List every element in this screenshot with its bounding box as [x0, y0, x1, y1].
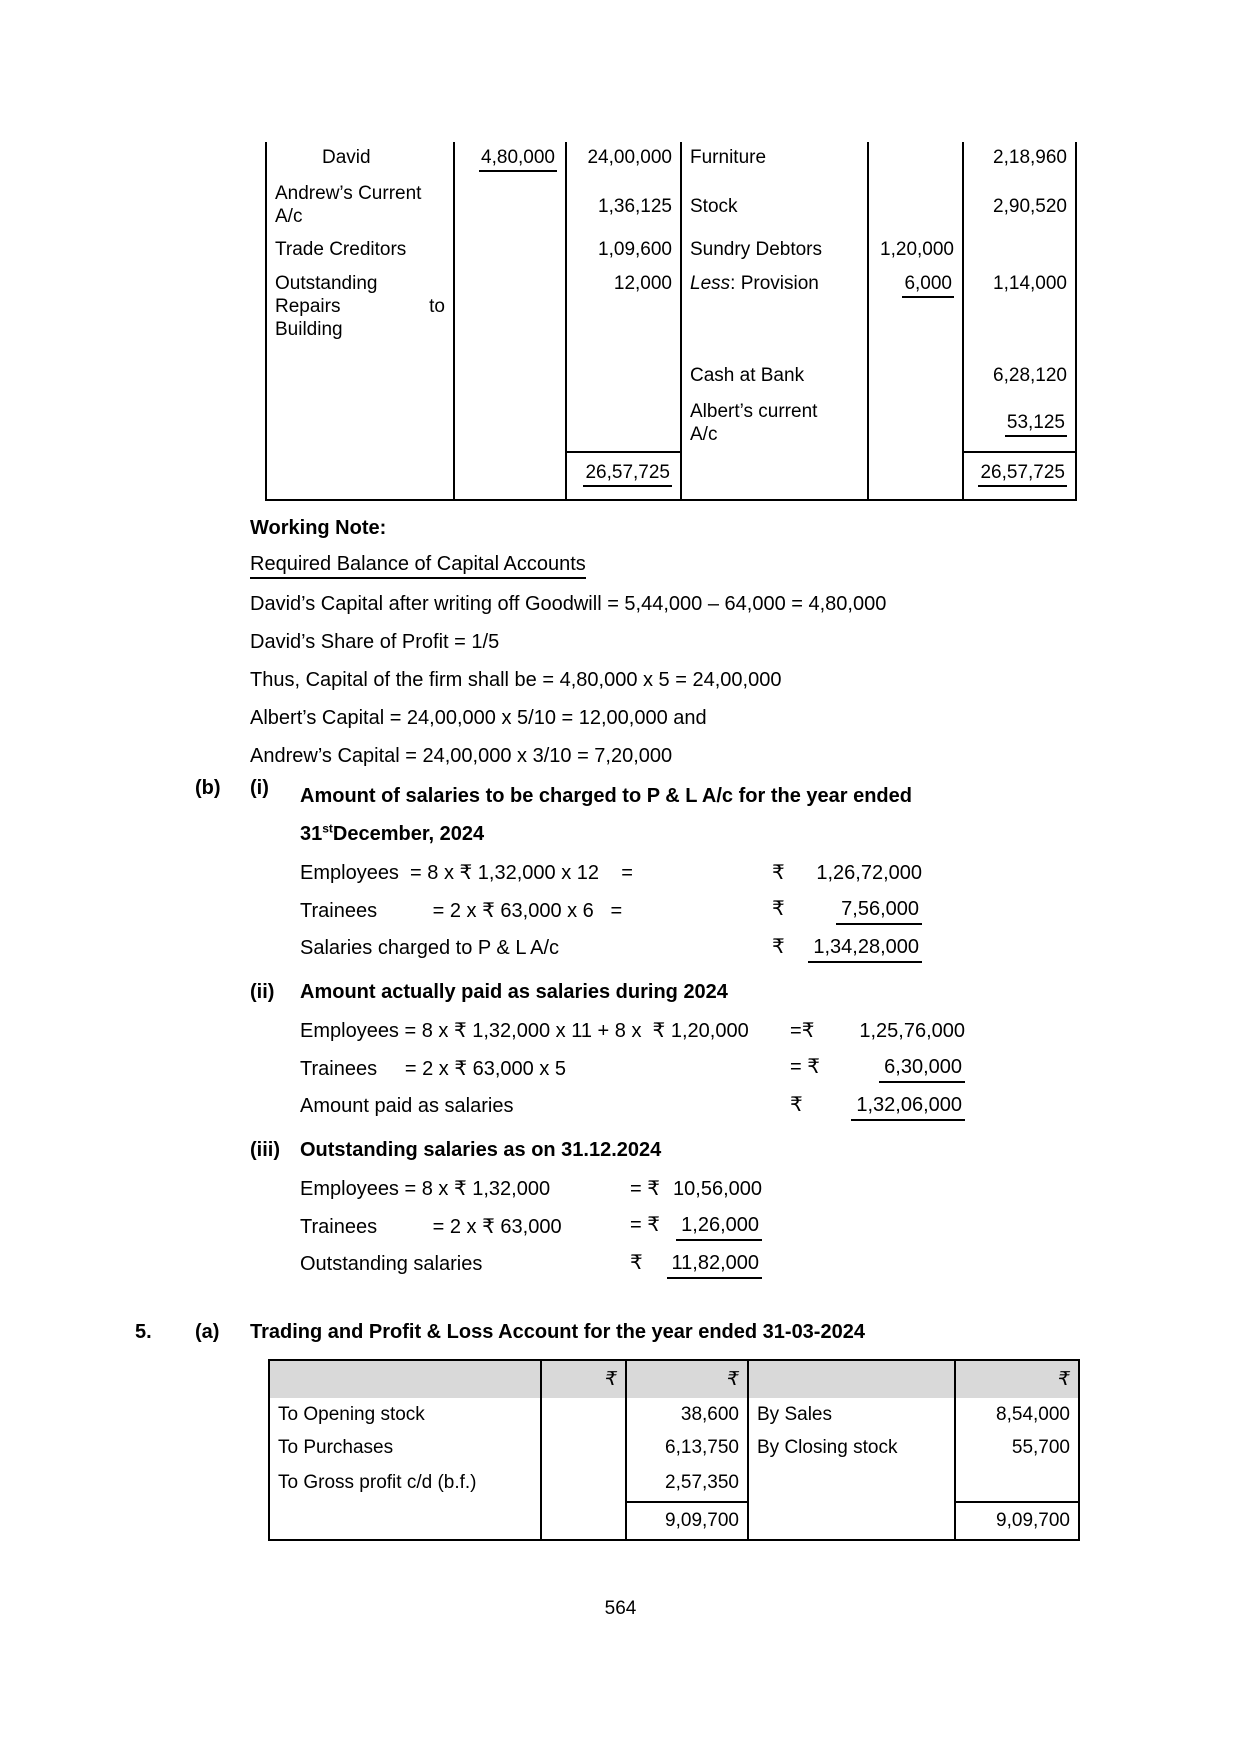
balance-sheet-table: [265, 142, 1077, 501]
row-label: By Closing stock: [748, 1431, 955, 1464]
row-label: David: [322, 147, 371, 168]
amount-cell: 1,20,000: [868, 234, 963, 268]
salary-row: [300, 1087, 965, 1125]
row-label: To Purchases: [278, 1436, 394, 1458]
formula-text: Salaries charged to P & L A/c: [300, 936, 560, 959]
rupee-symbol: ₹: [801, 1019, 820, 1042]
rupee-header: ₹: [955, 1360, 1079, 1398]
part-ii-heading-row: [250, 973, 1241, 1011]
empty-cell: [748, 1502, 955, 1540]
formula-text: Employees = 8 x ₹ 1,32,000 x 12 =: [300, 861, 633, 884]
part-ii-label: (ii): [250, 980, 275, 1003]
working-note-subtitle: Required Balance of Capital Accounts: [250, 547, 1241, 585]
table-header-row: [269, 1360, 1079, 1398]
empty-cell: [541, 1464, 626, 1502]
amount: ₹ 1,34,28,000: [772, 934, 922, 963]
row-label: Less: Provision: [681, 268, 868, 360]
working-note-line: Albert’s Capital = 24,00,000 x 5/10 = 12,00,000 and: [250, 706, 707, 729]
salary-row: [300, 891, 922, 929]
amount-cell: 8,54,000: [955, 1398, 1079, 1431]
salary-row: [300, 1245, 762, 1283]
row-label: Cash at Bank: [681, 360, 868, 396]
amount-cell: 2,18,960: [963, 142, 1076, 178]
rupee-symbol: ₹: [647, 1177, 666, 1200]
amount-cell: 38,600: [626, 1398, 748, 1431]
question-5-heading-row: [135, 1313, 1241, 1351]
empty-cell: [454, 178, 566, 234]
working-note-line: Andrew’s Capital = 24,00,000 x 3/10 = 7,20,000: [250, 744, 673, 767]
question-number: 5.: [135, 1320, 152, 1343]
rupee-symbol: ₹: [772, 935, 791, 958]
part-iii-label: (iii): [250, 1138, 280, 1161]
salary-row: [300, 853, 922, 891]
part-ii-heading: Amount actually paid as salaries during 2024: [300, 980, 728, 1003]
working-note-line: David’s Share of Profit = 1/5: [250, 630, 500, 653]
row-label: By Sales: [748, 1398, 955, 1431]
empty-cell: [868, 178, 963, 234]
trading-account-table: [268, 1359, 1080, 1541]
empty-cell: [566, 360, 681, 396]
working-note-line: David’s Capital after writing off Goodwill = 5,44,000 – 64,000 = 4,80,000: [250, 592, 887, 615]
empty-cell: [566, 396, 681, 452]
amount: = ₹ 1,26,000: [630, 1212, 762, 1241]
empty-cell: [868, 396, 963, 452]
amount-cell: 2,57,350: [626, 1464, 748, 1502]
empty-cell: [963, 234, 1076, 268]
table-row: [269, 1464, 1079, 1502]
rupee-symbol: ₹: [772, 861, 791, 884]
table-row: [266, 360, 1076, 396]
part-i-label: (i): [250, 777, 269, 799]
amount: = ₹ 10,56,000: [630, 1177, 762, 1200]
table-row: [266, 234, 1076, 268]
empty-cell: [681, 452, 868, 500]
working-note-line: Thus, Capital of the firm shall be = 4,80,000 x 5 = 24,00,000: [250, 668, 782, 691]
row-label: Furniture: [681, 142, 868, 178]
amount-cell: 1,09,600: [566, 234, 681, 268]
table-total-row: [269, 1502, 1079, 1540]
empty-cell: [541, 1398, 626, 1431]
empty-cell: [868, 142, 963, 178]
total-cell: 26,57,725: [963, 452, 1076, 500]
table-row: [266, 268, 1076, 360]
row-label: Andrew’s Current A/c: [275, 183, 422, 227]
empty-cell: [868, 360, 963, 396]
amount-cell: 1,36,125: [566, 178, 681, 234]
rupee-header: ₹: [626, 1360, 748, 1398]
row-label: To Gross profit c/d (b.f.): [278, 1472, 477, 1493]
total-cell: 26,57,725: [566, 452, 681, 500]
formula-text: Employees = 8 x ₹ 1,32,000: [300, 1177, 551, 1200]
empty-cell: [454, 268, 566, 360]
row-label: Stock: [681, 178, 868, 234]
row-label: Albert’s current A/c: [681, 396, 868, 452]
total-cell: 9,09,700: [626, 1502, 748, 1540]
row-label: Trade Creditors: [275, 239, 407, 260]
formula-text: Trainees = 2 x ₹ 63,000 x 6 =: [300, 899, 623, 922]
empty-cell: [955, 1464, 1079, 1502]
amount-cell: 55,700: [955, 1431, 1079, 1464]
table-total-row: [266, 452, 1076, 500]
empty-cell: [454, 452, 566, 500]
page-number: 564: [604, 1598, 637, 1619]
part-i-heading: Amount of salaries to be charged to P & L A/c for the year ended 31stDecember, 2024: [300, 785, 912, 845]
empty-cell: [541, 1502, 626, 1540]
empty-cell: [454, 360, 566, 396]
part-iii-heading-row: [250, 1131, 1241, 1169]
table-row: [266, 142, 1076, 178]
table-row: [269, 1431, 1079, 1464]
question-letter: (a): [195, 1320, 220, 1343]
row-label: To Opening stock: [278, 1403, 425, 1425]
empty-cell: [748, 1464, 955, 1502]
amount-cell: 24,00,000: [566, 142, 681, 178]
table-row: [269, 1398, 1079, 1431]
header-cell: [748, 1360, 955, 1398]
amount: ₹ 11,82,000: [630, 1250, 762, 1279]
rupee-header: ₹: [541, 1360, 626, 1398]
amount: ₹ 1,26,72,000: [772, 861, 922, 884]
empty-cell: [269, 1502, 541, 1540]
working-note-title: Working Note:: [250, 516, 387, 539]
section-b-heading: [195, 777, 1241, 853]
row-label: Outstanding Repairs to Building: [275, 273, 445, 340]
empty-cell: [541, 1431, 626, 1464]
salary-row: [300, 1011, 965, 1049]
section-b-label: (b): [195, 777, 221, 799]
amount-cell: 1,14,000: [963, 268, 1076, 360]
formula-text: Trainees = 2 x ₹ 63,000 x 5: [300, 1057, 567, 1080]
amount: = ₹ 1,25,76,000: [790, 1019, 965, 1042]
empty-cell: [266, 360, 454, 396]
superscript-st: st: [322, 821, 333, 836]
header-cell: [269, 1360, 541, 1398]
amount-cell: 6,000: [868, 268, 963, 360]
total-cell: 9,09,700: [955, 1502, 1079, 1540]
amount-cell: 2,90,520: [963, 178, 1076, 234]
amount-cell: 6,28,120: [963, 360, 1076, 396]
salary-row: [300, 929, 922, 967]
amount: ₹ 1,32,06,000: [790, 1092, 965, 1121]
formula-text: Employees = 8 x ₹ 1,32,000 x 11 + 8 x ₹ 1,20,000: [300, 1019, 749, 1042]
trading-account-heading: Trading and Profit & Loss Account for the year ended 31-03-2024: [250, 1320, 865, 1343]
empty-cell: [868, 452, 963, 500]
table-row: [266, 396, 1076, 452]
rupee-symbol: ₹: [790, 1093, 809, 1116]
formula-text: Amount paid as salaries: [300, 1094, 514, 1117]
salary-row: [300, 1169, 762, 1207]
amount-cell: 4,80,000: [454, 142, 566, 178]
salary-row: [300, 1207, 762, 1245]
empty-cell: [266, 452, 454, 500]
empty-cell: [454, 234, 566, 268]
rupee-symbol: ₹: [772, 897, 791, 920]
rupee-symbol: ₹: [647, 1213, 666, 1236]
formula-text: Trainees = 2 x ₹ 63,000: [300, 1215, 562, 1238]
amount-cell: 6,13,750: [626, 1431, 748, 1464]
empty-cell: [266, 396, 454, 452]
row-label: Sundry Debtors: [681, 234, 868, 268]
table-row: [266, 178, 1076, 234]
amount-cell: 12,000: [566, 268, 681, 360]
amount-cell: 53,125: [963, 396, 1076, 452]
part-iii-heading: Outstanding salaries as on 31.12.2024: [300, 1138, 662, 1161]
rupee-symbol: ₹: [807, 1055, 826, 1078]
rupee-symbol: ₹: [630, 1251, 649, 1274]
amount: = ₹ 6,30,000: [790, 1054, 965, 1083]
amount: ₹ 7,56,000: [772, 896, 922, 925]
salary-row: [300, 1049, 965, 1087]
empty-cell: [454, 396, 566, 452]
formula-text: Outstanding salaries: [300, 1252, 483, 1275]
